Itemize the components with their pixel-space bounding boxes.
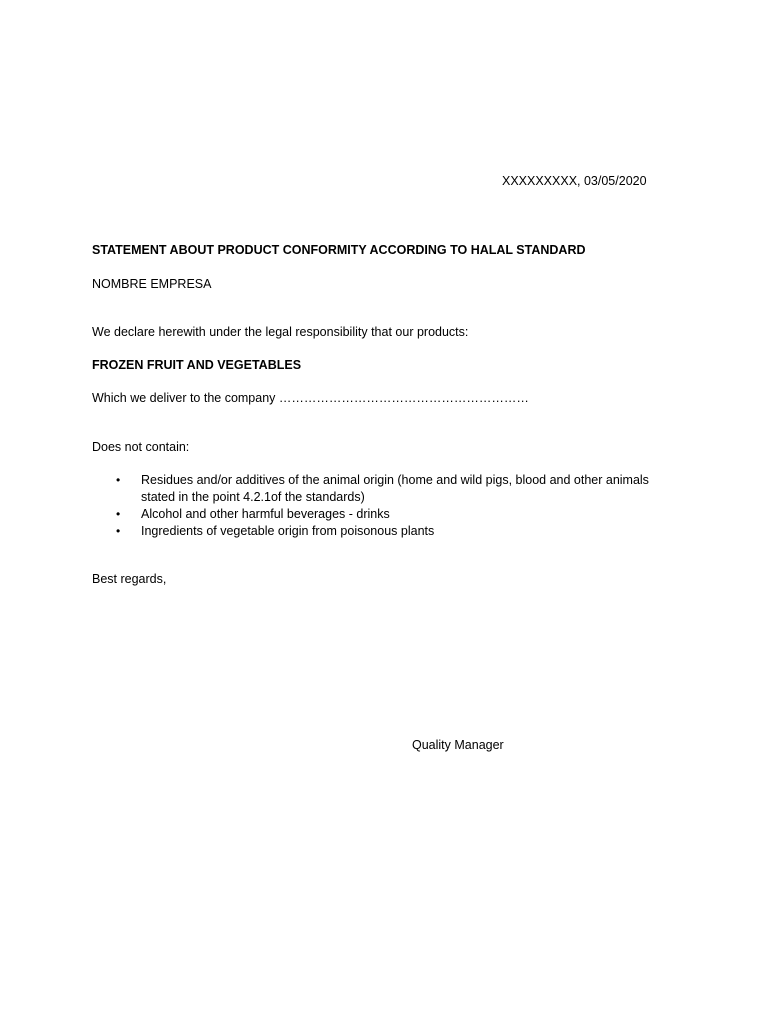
- closing-text: Best regards,: [92, 572, 167, 586]
- list-item: [92, 523, 692, 540]
- list-item-line: Alcohol and other harmful beverages - drinks: [141, 507, 390, 521]
- statement-heading: STATEMENT ABOUT PRODUCT CONFORMITY ACCORDING TO HALAL STANDARD: [92, 243, 586, 257]
- bullet-icon: •: [116, 473, 121, 487]
- list-item-line: Residues and/or additives of the animal origin (home and wild pigs, blood and other animals: [141, 473, 649, 487]
- list-item: [92, 472, 692, 506]
- exclusion-list: [92, 472, 692, 540]
- declaration-text: We declare herewith under the legal responsibility that our products:: [92, 325, 469, 339]
- list-item-line: stated in the point 4.2.1of the standards): [141, 490, 365, 504]
- delivery-line: Which we deliver to the company ……………………………………………………: [92, 391, 529, 405]
- list-item: [92, 506, 692, 523]
- signature-title: Quality Manager: [412, 738, 504, 752]
- product-name: FROZEN FRUIT AND VEGETABLES: [92, 358, 302, 372]
- list-item-line: Ingredients of vegetable origin from poisonous plants: [141, 524, 435, 538]
- bullet-icon: •: [116, 507, 121, 521]
- does-not-contain-label: Does not contain:: [92, 440, 190, 454]
- bullet-icon: •: [116, 524, 121, 538]
- place-date: XXXXXXXXX, 03/05/2020: [502, 174, 647, 188]
- company-name: NOMBRE EMPRESA: [92, 277, 212, 291]
